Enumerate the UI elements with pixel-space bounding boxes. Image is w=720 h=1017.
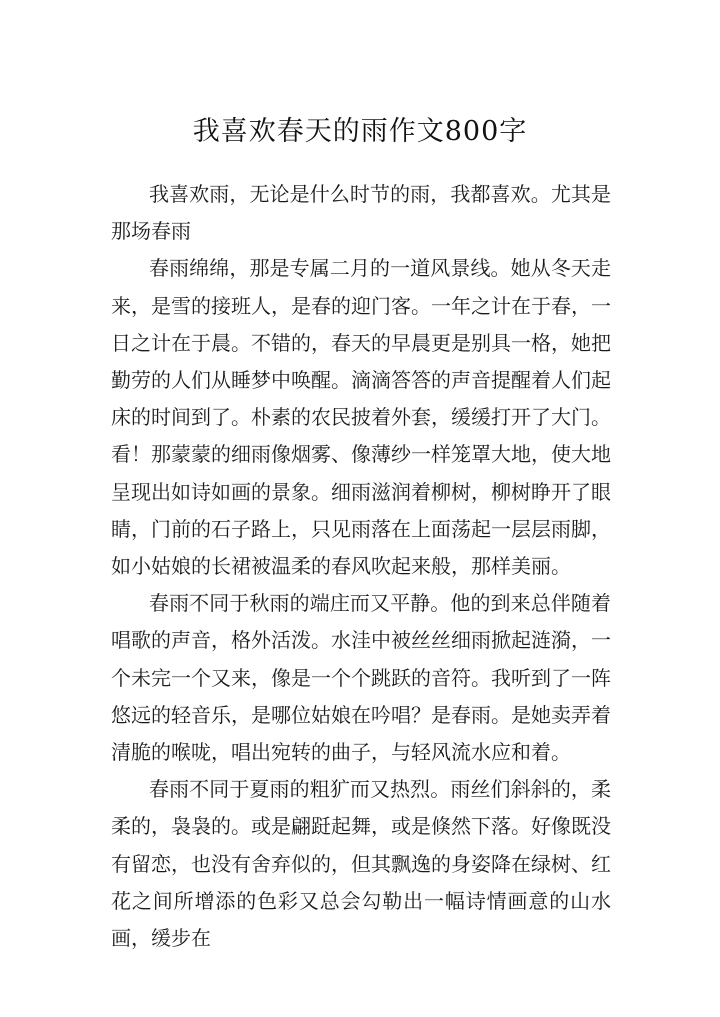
document-title: 我喜欢春天的雨作文800字 [192,116,528,147]
paragraph-2: 春雨绵绵，那是专属二月的一道风景线。她从冬天走来，是雪的接班人，是春的迎门客。一年之计在于春，一日之计在于晨。不错的，春天的早晨更是别具一格，她把勤劳的人们从睡梦中唤醒。滴滴答答的声音提醒着人们起床的时间到了。朴素的农民披着外套，缓缓打开了大门。看！那蒙蒙的细雨像烟雾、像薄纱一样笼罩大地，使大地呈现出如诗如画的景象。细雨滋润着柳树，柳树睁开了眼睛，门前的石子路上，只见雨落在上面荡起一层层雨脚，如小姑娘的长裙被温柔的春风吹起来般，那样美丽。 [111,256,611,579]
paragraph-3: 春雨不同于秋雨的端庄而又平静。他的到来总伴随着唱歌的声音，格外活泼。水洼中被丝丝细雨掀起涟漪，一个未完一个又来，像是一个个跳跃的音符。我听到了一阵悠远的轻音乐，是哪位姑娘在吟唱？是春雨。是她卖弄着清脆的喉咙，唱出宛转的曲子，与轻风流水应和着。 [111,591,611,765]
paragraph-4: 春雨不同于夏雨的粗犷而又热烈。雨丝们斜斜的，柔柔的，袅袅的。或是翩跹起舞，或是倏然下落。好像既没有留恋，也没有舍弃似的，但其飘逸的身姿降在绿树、红花之间所增添的色彩又总会勾勒出一幅诗情画意的山水画，缓步在 [111,777,611,951]
document-body [111,176,611,957]
paragraph-1: 我喜欢雨，无论是什么时节的雨，我都喜欢。尤其是那场春雨 [111,182,611,244]
